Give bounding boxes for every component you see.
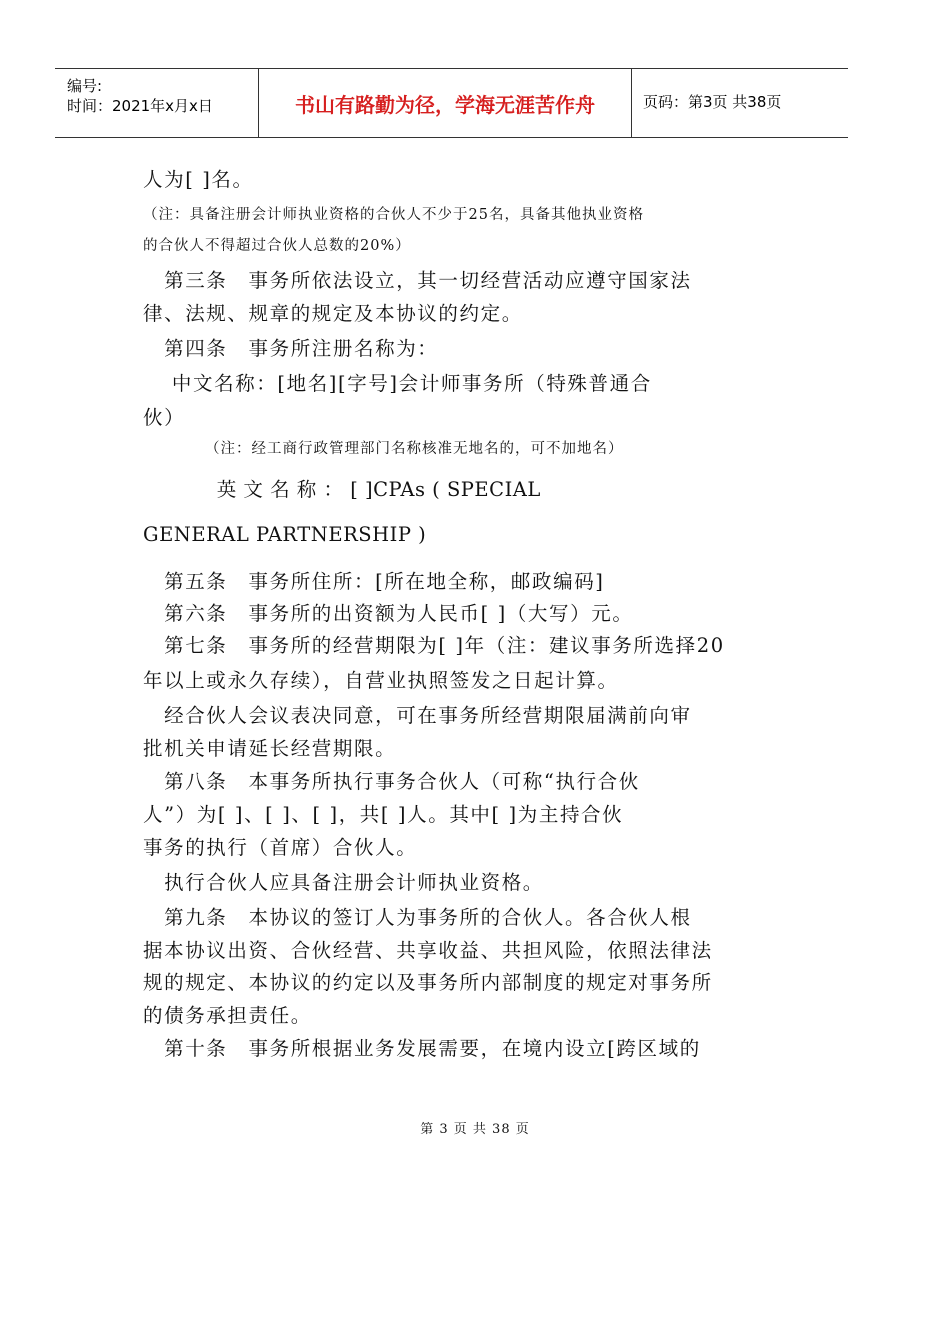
body-line: 经合伙人会议表决同意，可在事务所经营期限届满前向审 (143, 704, 692, 727)
body-line: 律、法规、规章的规定及本协议的约定。 (143, 302, 523, 325)
body-line: 人”）为[ ]、[ ]、[ ]，共[ ]人。其中[ ]为主持合伙 (143, 803, 624, 826)
note-line: 的合伙人不得超过合伙人总数的20%） (143, 238, 411, 254)
page-header (55, 68, 848, 138)
body-line: 伙） (143, 406, 186, 429)
body-line: 的债务承担责任。 (143, 1004, 312, 1027)
article-7: 第七条 事务所的经营期限为[ ]年（注：建议事务所选择20 (143, 634, 725, 657)
article-8: 第八条 本事务所执行事务合伙人（可称“执行合伙 (143, 770, 640, 793)
note-line: （注：具备注册会计师执业资格的合伙人不少于25名，具备其他执业资格 (143, 207, 644, 223)
note-line: （注：经工商行政管理部门名称核准无地名的，可不加地名） (205, 441, 624, 457)
article-9: 第九条 本协议的签订人为事务所的合伙人。各合伙人根 (143, 906, 692, 929)
body-line: 据本协议出资、合伙经营、共享收益、共担风险，依照法律法 (143, 939, 713, 962)
body-line: 事务的执行（首席）合伙人。 (143, 836, 418, 859)
header-page-number: 页码：第3页 共38页 (643, 93, 782, 111)
body-line: 规的规定、本协议的约定以及事务所内部制度的规定对事务所 (143, 971, 713, 994)
article-3: 第三条 事务所依法设立，其一切经营活动应遵守国家法 (143, 269, 692, 292)
body-line: 年以上或永久存续），自营业执照签发之日起计算。 (143, 669, 619, 692)
article-5: 第五条 事务所住所：[所在地全称，邮政编码] (143, 570, 605, 593)
header-meta (55, 69, 258, 137)
page-footer: 第 3 页 共 38 页 (420, 1122, 530, 1137)
english-name-line: 英 文 名 称 ： [ ]CPAs ( SPECIAL (190, 478, 541, 501)
header-motto: 书山有路勤为径，学海无涯苦作舟 (258, 69, 632, 137)
article-10: 第十条 事务所根据业务发展需要，在境内设立[跨区域的 (143, 1037, 701, 1060)
body-line: 人为[ ]名。 (143, 168, 254, 191)
body-line: 批机关申请延长经营期限。 (143, 737, 397, 760)
article-4: 第四条 事务所注册名称为： (143, 337, 439, 360)
document-time: 时间：2021年x月x日 (67, 97, 213, 115)
article-6: 第六条 事务所的出资额为人民币[ ]（大写）元。 (143, 602, 634, 625)
chinese-name-line: 中文名称：[地名][字号]会计师事务所（特殊普通合 (143, 372, 652, 395)
document-number: 编号: (67, 77, 103, 95)
body-line: 执行合伙人应具备注册会计师执业资格。 (143, 871, 544, 894)
english-name-line: GENERAL PARTNERSHIP ) (143, 523, 427, 546)
